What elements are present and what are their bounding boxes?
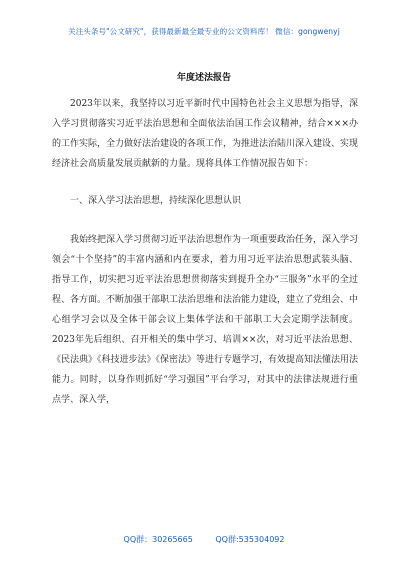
header-banner: 关注头条号"公文研究"，获得最新最全最专业的公文资料库！ 微信：gongwenyj — [68, 27, 340, 36]
footer-contact — [0, 534, 408, 545]
document-title: 年度述法报告 — [176, 73, 231, 83]
footer-qq-group-1: QQ群：30265665 — [123, 535, 193, 544]
intro-paragraph: 2023年以来，我坚持以习近平新时代中国特色社会主义思想为指导，深入学习贯彻落实习近平法治思想和全面依法治国工作会议精神，结合×××办的工作实际，全力做好法治建设的各项工作，为推进法治陆川深入建设、实现经济社会高质量发展贡献新的力量。现将具体工作情况报告如下： — [52, 99, 359, 169]
document-body — [52, 94, 358, 410]
footer-qq-group-2: QQ群:535304092 — [215, 535, 285, 544]
section-heading: 一、深入学习法治思想，持续深化思想认识 — [70, 196, 242, 206]
section-paragraph: 我始终把深入学习贯彻习近平法治思想作为一项重要政治任务，深入学习领会“十个坚持”的丰富内涵和内在要求，着力用习近平法治思想武装头脑、指导工作，切实把习近平法治思想贯彻落实到提升全办“三服务”水平的全过程、各方面。不断加强干部职工法治思维和法治能力建设，建立了党组会、中心组学习会以及全体干部会议上集体学法和干部职工大会定期学法制度。2023年先后组织、召开相关的集中学习、培训××次，对习近平法治思想、《民法典》《科技进步法》《保密法》等进行专题学习，有效提高知法懂法用法能力。同时，以身作则抓好“学习强国”平台学习，对其中的法律法规进行重点学、深入学， — [52, 235, 359, 405]
